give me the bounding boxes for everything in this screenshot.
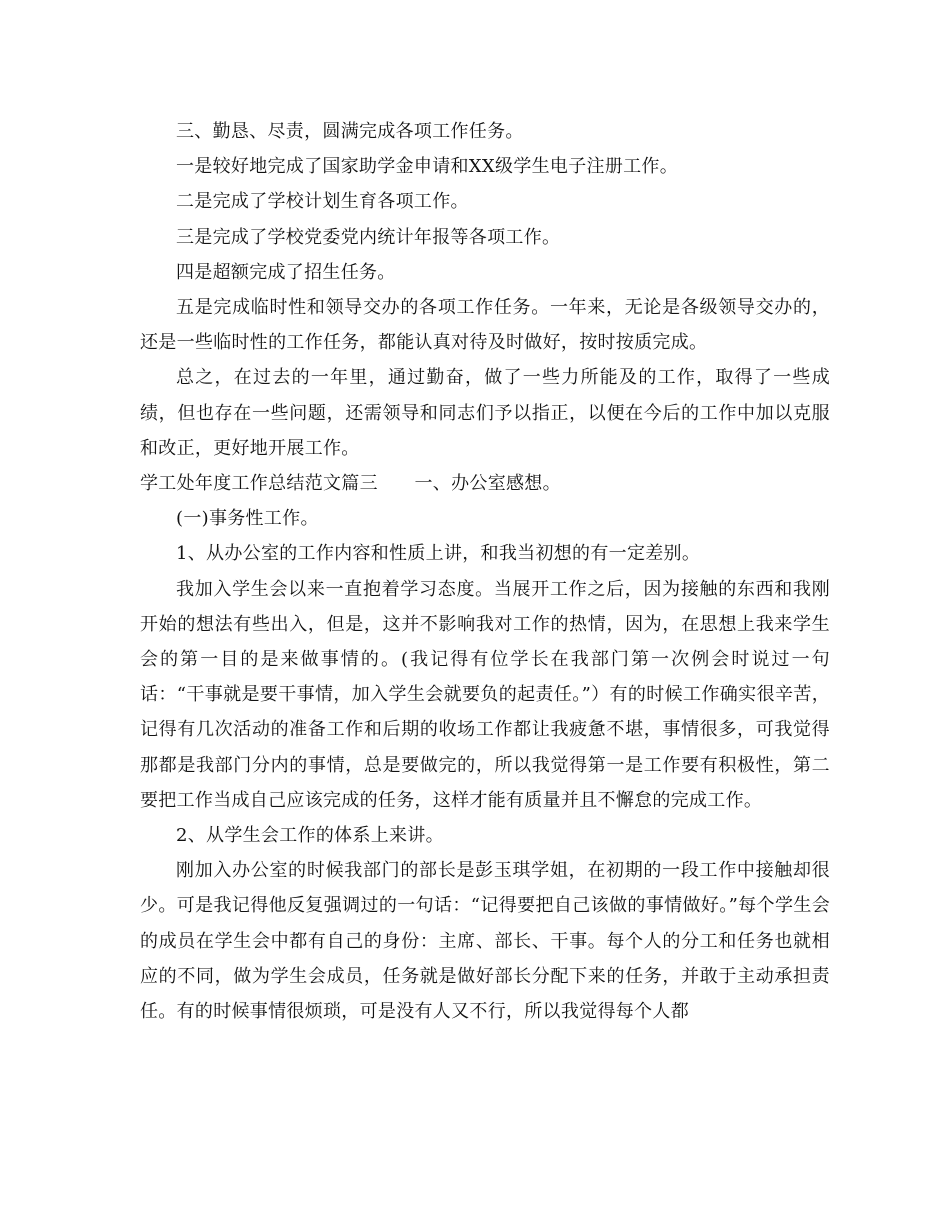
paragraph: 我加入学生会以来一直抱着学习态度。当展开工作之后，因为接触的东西和我刚开始的想法有些出入，但是，这并不影响我对工作的热情，因为，在思想上我来学生会的第一目的是来做事情的。(我记得有位学长在我部门第一次例会时说过一句话：“干事就是要干事情，加入学生会就要负的起责任。”）有的时候工作确实很辛苦，记得有几次活动的准备工作和后期的收场工作都让我疲惫不堪，事情很多，可我觉得那都是我部门分内的事情，总是要做完的，所以我觉得第一是工作要有积极性，第二要把工作当成自己应该完成的任务，这样才能有质量并且不懈怠的完成工作。 xyxy=(140,578,830,811)
paragraph: (一)事务性工作。 xyxy=(176,508,319,530)
paragraph: 三是完成了学校党委党内统计年报等各项工作。 xyxy=(176,226,561,248)
paragraph: 刚加入办公室的时候我部门的部长是彭玉琪学姐，在初期的一段工作中接触却很少。可是我记得他反复强调过的一句话：“记得要把自己该做的事情做好。”每个学生会的成员在学生会中都有自己的身份：主席、部长、干事。每个人的分工和任务也就相应的不同，做为学生会成员，任务就是做好部长分配下来的任务，并敢于主动承担责任。有的时候事情很烦琐，可是没有人又不行，所以我觉得每个人都 xyxy=(140,860,830,1023)
paragraph: 2、从学生会工作的体系上来讲。 xyxy=(176,825,444,847)
paragraph: 1、从办公室的工作内容和性质上讲，和我当初想的有一定差别。 xyxy=(176,543,701,565)
section-heading: 学工处年度工作总结范文篇三 一、办公室感想。 xyxy=(140,473,561,495)
paragraph: 一是较好地完成了国家助学金申请和XX级学生电子注册工作。 xyxy=(176,156,679,178)
paragraph: 五是完成临时性和领导交办的各项工作任务。一年来，无论是各级领导交办的，还是一些临时性的工作任务，都能认真对待及时做好，按时按质完成。 xyxy=(140,297,830,354)
paragraph: 总之，在过去的一年里，通过勤奋，做了一些力所能及的工作，取得了一些成绩，但也存在一些问题，还需领导和同志们予以指正，以便在今后的工作中加以克服和改正，更好地开展工作。 xyxy=(140,367,830,459)
paragraph: 三、勤恳、尽责，圆满完成各项工作任务。 xyxy=(176,121,524,142)
paragraph: 二是完成了学校计划生育各项工作。 xyxy=(176,191,469,213)
document-body xyxy=(140,114,830,1029)
paragraph: 四是超额完成了招生任务。 xyxy=(176,261,396,283)
